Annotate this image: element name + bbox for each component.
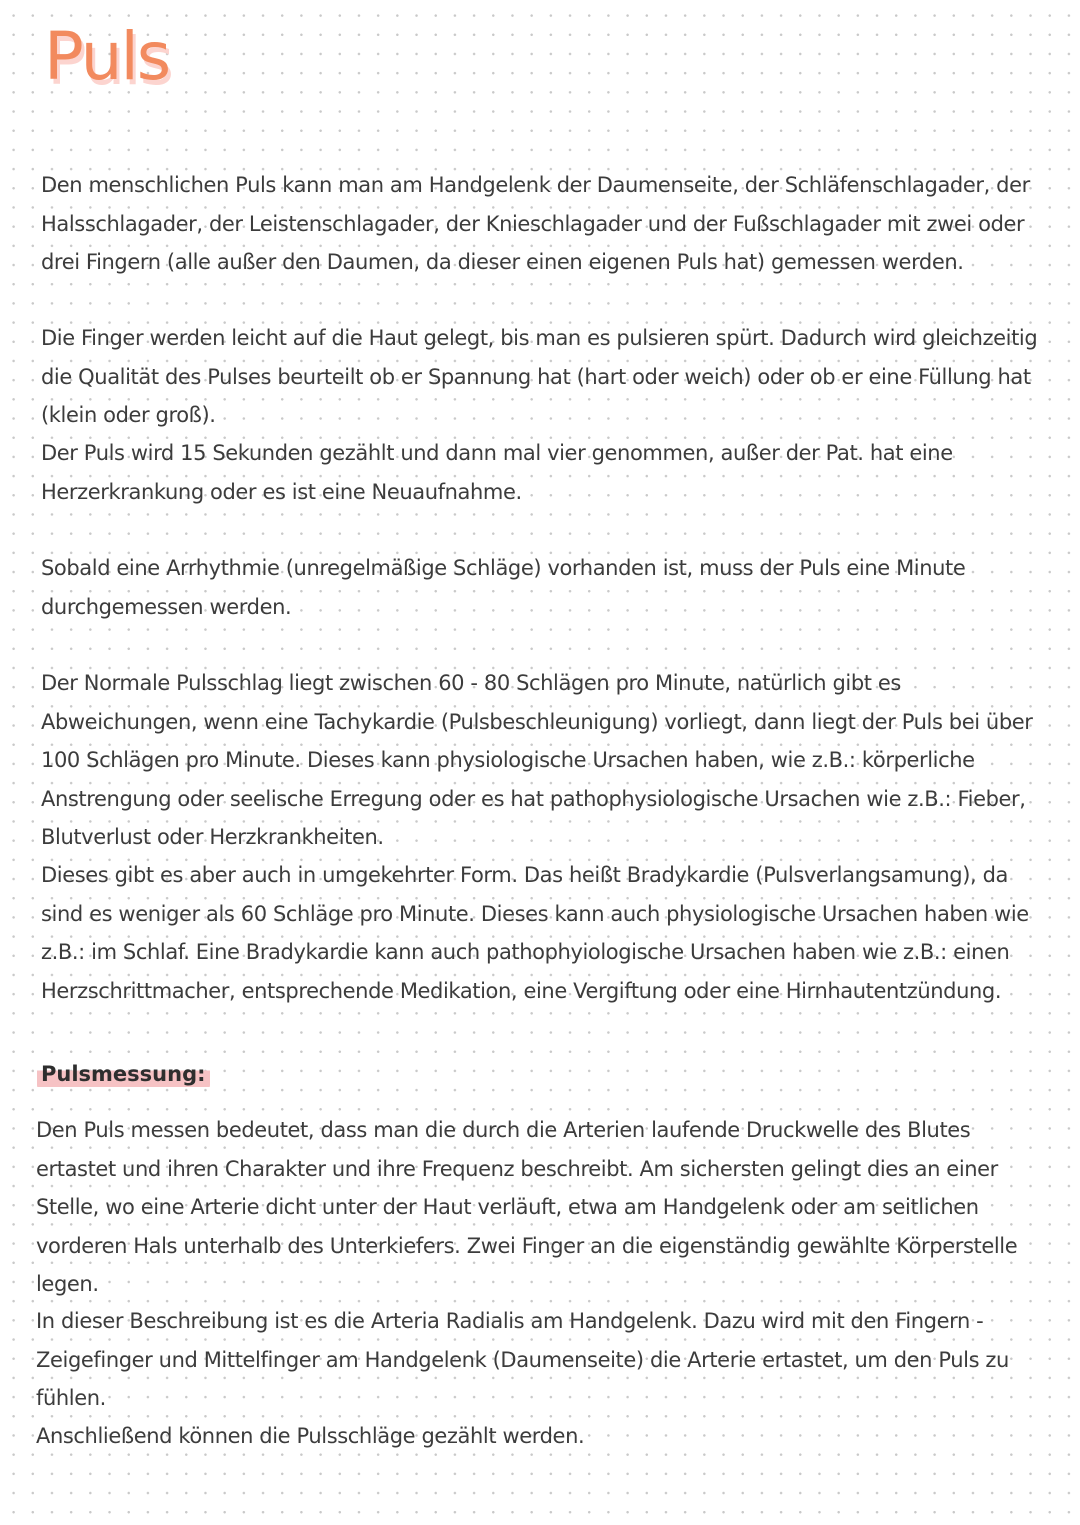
paragraph-tachykardie: Der Normale Pulsschlag liegt zwischen 60 - 80 Schlägen pro Minute, natürlich gibt es Abweichungen, wenn eine Tachykardie (Pulsbeschleunigung) vorliegt, dann liegt der Puls bei über 100 Schlägen pro Minute. Dieses kann physiologische Ursachen haben, wie z.B.: körperliche Anstrengung oder seelische Erregung oder es hat pathophysiologische Ursachen wie z.B.: Fieber, Blutverlust oder Herzkrankheiten. — [41, 671, 1033, 849]
paragraph-counting-beats: Anschließend können die Pulsschläge gezählt werden. — [36, 1424, 585, 1448]
paragraph-pulsmessung-definition: Den Puls messen bedeutet, dass man die durch die Arterien laufende Druckwelle des Blutes ertastet und ihren Charakter und ihre Frequenz beschreibt. Am sichersten gelingt dies an einer Stelle, wo eine Arterie dicht unter der Haut verläuft, etwa am Handgelenk oder am seitlichen vorderen Hals unterhalb des Unterkiefers. Zwei Finger an die eigenständig gewählte Körperstelle legen. — [36, 1118, 1018, 1296]
paragraph-pulse-quality: Die Finger werden leicht auf die Haut gelegt, bis man es pulsieren spürt. Dadurch wird gleichzeitig die Qualität des Pulses beurteilt ob er Spannung hat (hart oder weich) oder ob er eine Füllung hat (klein oder groß). — [41, 326, 1038, 427]
paragraph-pulse-locations: Den menschlichen Puls kann man am Handgelenk der Daumenseite, der Schläfenschlagader, der Halsschlagader, der Leistenschlagader, der Knieschlagader und der Fußschlagader mit zwei oder drei Fingern (alle außer den Daumen, da dieser einen eigenen Puls hat) gemessen werden. — [41, 173, 1030, 274]
paragraph-bradykardie: Dieses gibt es aber auch in umgekehrter Form. Das heißt Bradykardie (Pulsverlangsamung), da sind es weniger als 60 Schläge pro Minute. Dieses kann auch physiologische Ursachen haben wie z.B.: im Schlaf. Eine Bradykardie kann auch pathophyiologische Ursachen haben wie z.B.: einen Herzschrittmacher, entsprechende Medikation, eine Vergiftung oder eine Hirnhautentzündung. — [41, 863, 1029, 1003]
section-heading-pulsmessung: Pulsmessung: — [37, 1057, 210, 1091]
page-title: Puls — [44, 18, 170, 95]
paragraph-arrhythmia: Sobald eine Arrhythmie (unregelmäßige Schläge) vorhanden ist, muss der Puls eine Minute durchgemessen werden. — [41, 556, 966, 619]
paragraph-arteria-radialis: In dieser Beschreibung ist es die Arteria Radialis am Handgelenk. Dazu wird mit den Fingern - Zeigefinger und Mittelfinger am Handgelenk (Daumenseite) die Arterie ertastet, um den Puls zu fühlen. — [36, 1309, 1009, 1410]
paragraph-counting: Der Puls wird 15 Sekunden gezählt und dann mal vier genommen, außer der Pat. hat eine Herzerkrankung oder es ist eine Neuaufnahme. — [41, 441, 953, 504]
